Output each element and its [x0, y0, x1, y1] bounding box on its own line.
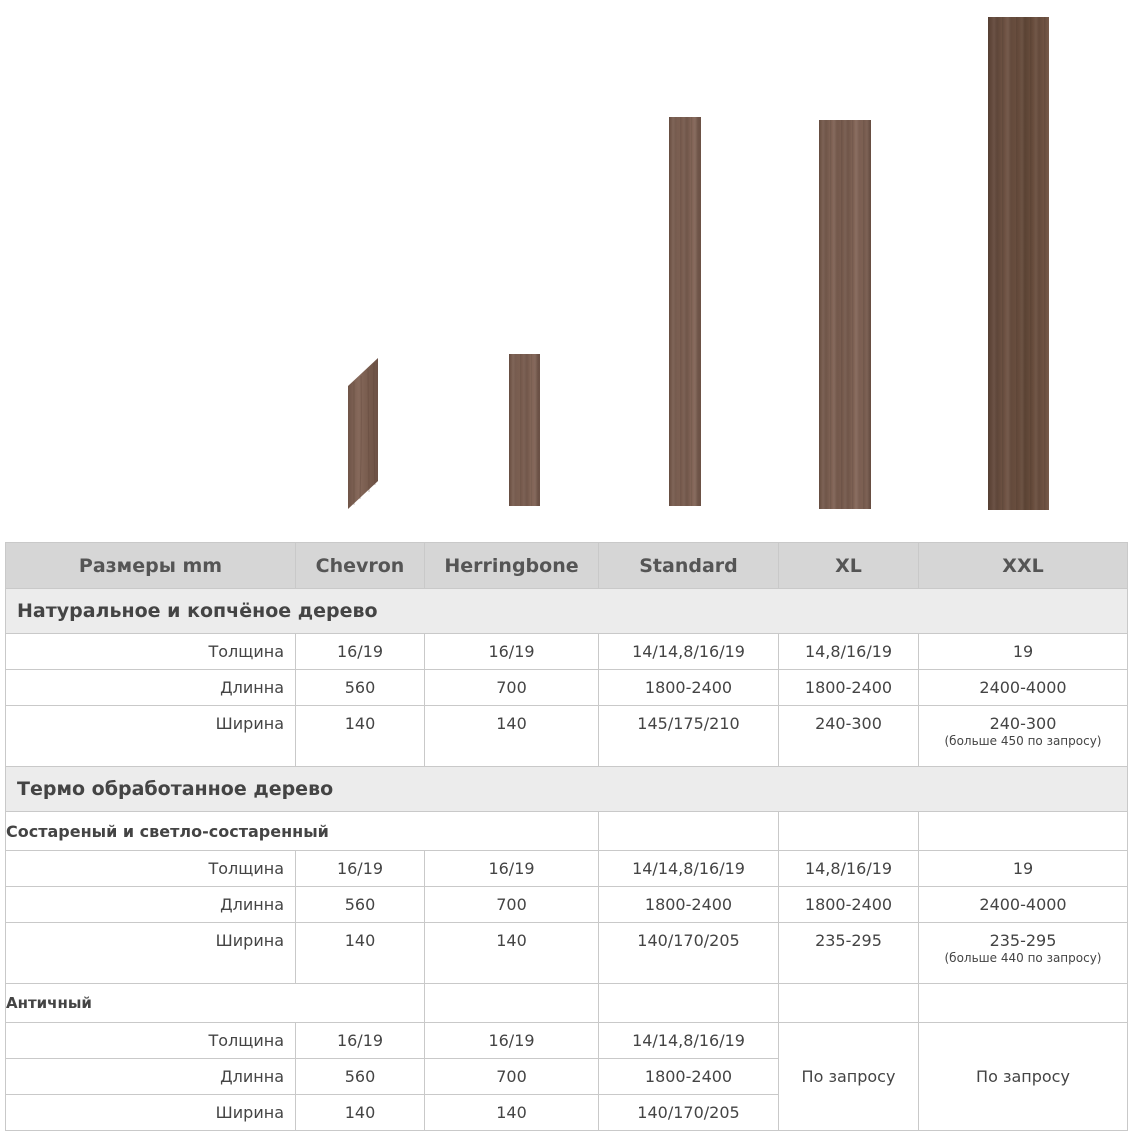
cell-xxl: [919, 923, 1128, 984]
cell-xxl: [919, 706, 1128, 767]
empty-cell: [779, 812, 919, 851]
cell-herringbone: 700: [425, 670, 599, 706]
cell-xxl: 19: [919, 851, 1128, 887]
row-label: Ширина: [6, 1095, 296, 1131]
cell-xxl-note: (больше 440 по запросу): [944, 951, 1102, 965]
group-title: Состареный и светло-состаренный: [6, 812, 599, 851]
standard-plank-image: [669, 117, 701, 506]
table-row: [6, 634, 1128, 670]
xxl-plank-image: [988, 17, 1049, 510]
cell-herringbone: 16/19: [425, 851, 599, 887]
row-label: Толщина: [6, 851, 296, 887]
cell-standard: 140/170/205: [599, 923, 779, 984]
cell-standard: 145/175/210: [599, 706, 779, 767]
cell-standard: 14/14,8/16/19: [599, 851, 779, 887]
header-dimensions: Размеры mm: [6, 543, 296, 589]
cell-chevron: 140: [296, 706, 425, 767]
cell-xl: 1800-2400: [779, 670, 919, 706]
row-label: Длинна: [6, 670, 296, 706]
cell-standard: 14/14,8/16/19: [599, 1023, 779, 1059]
cell-chevron: 140: [296, 923, 425, 984]
cell-standard: 1800-2400: [599, 1059, 779, 1095]
empty-cell: [919, 812, 1128, 851]
cell-chevron: 560: [296, 670, 425, 706]
cell-herringbone: 140: [425, 923, 599, 984]
cell-xxl: 2400-4000: [919, 887, 1128, 923]
cell-xxl-note: (больше 450 по запросу): [944, 734, 1102, 748]
empty-cell: [919, 984, 1128, 1023]
cell-xxl: 2400-4000: [919, 670, 1128, 706]
cell-xxl-value: 240-300: [989, 714, 1057, 733]
row-label: Толщина: [6, 634, 296, 670]
cell-herringbone: 140: [425, 1095, 599, 1131]
group-heading-aged: [6, 812, 1128, 851]
cell-chevron: 16/19: [296, 1023, 425, 1059]
cell-herringbone: 700: [425, 1059, 599, 1095]
cell-chevron: 560: [296, 1059, 425, 1095]
cell-chevron: 16/19: [296, 851, 425, 887]
cell-herringbone: 140: [425, 706, 599, 767]
herringbone-plank-image: [509, 354, 540, 506]
group-title: Античный: [6, 984, 425, 1023]
row-label: Ширина: [6, 706, 296, 767]
cell-xxl-on-request: По запросу: [919, 1023, 1128, 1131]
row-label: Длинна: [6, 887, 296, 923]
cell-chevron: 560: [296, 887, 425, 923]
section-title: Термо обработанное дерево: [6, 767, 1128, 812]
header-xl: XL: [779, 543, 919, 589]
cell-chevron: 140: [296, 1095, 425, 1131]
header-standard: Standard: [599, 543, 779, 589]
cell-xl: 235-295: [779, 923, 919, 984]
cell-standard: 1800-2400: [599, 670, 779, 706]
cell-xl-on-request: По запросу: [779, 1023, 919, 1131]
table-row: [6, 1023, 1128, 1059]
table-header-row: [6, 543, 1128, 589]
cell-xxl-value: 235-295: [989, 931, 1057, 950]
empty-cell: [599, 984, 779, 1023]
cell-xl: 1800-2400: [779, 887, 919, 923]
cell-chevron: 16/19: [296, 634, 425, 670]
table-row: [6, 670, 1128, 706]
cell-xl: 14,8/16/19: [779, 634, 919, 670]
empty-cell: [779, 984, 919, 1023]
table-row: [6, 851, 1128, 887]
header-herringbone: Herringbone: [425, 543, 599, 589]
cell-xl: 14,8/16/19: [779, 851, 919, 887]
cell-herringbone: 16/19: [425, 634, 599, 670]
cell-xl: 240-300: [779, 706, 919, 767]
cell-standard: 1800-2400: [599, 887, 779, 923]
table-row: [6, 706, 1128, 767]
cell-xxl: 19: [919, 634, 1128, 670]
plank-illustrations: [0, 0, 1131, 530]
empty-cell: [599, 812, 779, 851]
xl-plank-image: [819, 120, 871, 509]
cell-standard: 14/14,8/16/19: [599, 634, 779, 670]
header-chevron: Chevron: [296, 543, 425, 589]
section-heading-thermo: [6, 767, 1128, 812]
table-row: [6, 923, 1128, 984]
row-label: Ширина: [6, 923, 296, 984]
empty-cell: [425, 984, 599, 1023]
table-row: [6, 887, 1128, 923]
cell-herringbone: 700: [425, 887, 599, 923]
section-title: Натуральное и копчёное дерево: [6, 589, 1128, 634]
section-heading-natural: [6, 589, 1128, 634]
row-label: Толщина: [6, 1023, 296, 1059]
header-xxl: XXL: [919, 543, 1128, 589]
row-label: Длинна: [6, 1059, 296, 1095]
chevron-plank-image: [348, 358, 379, 509]
cell-standard: 140/170/205: [599, 1095, 779, 1131]
group-heading-antique: [6, 984, 1128, 1023]
sizes-table: [5, 542, 1128, 1131]
cell-herringbone: 16/19: [425, 1023, 599, 1059]
